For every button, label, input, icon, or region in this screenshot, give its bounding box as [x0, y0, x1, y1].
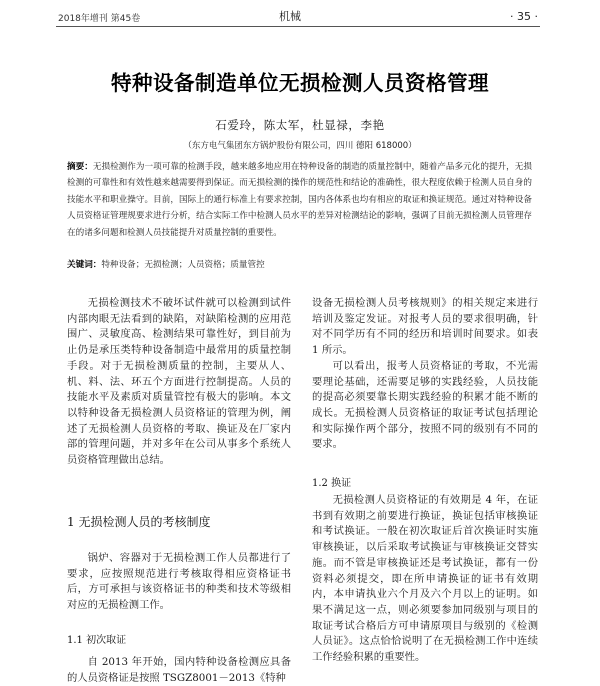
page-number: · 35 ·	[510, 10, 538, 23]
keywords-text: 特种设备；无损检测；人员资格；质量管控	[101, 260, 265, 270]
section-1-2-body	[312, 493, 538, 666]
section-1-paragraph: 锅炉、容器对于无损检测工作人员都进行了要求，应按照规范进行考核取得相应资格证书后，方可承担与该资格证书的种类和技术等级相对应的无损检测工作。	[67, 552, 291, 612]
paper-title: 特种设备制造单位无损检测人员资格管理	[111, 71, 489, 95]
abstract-text: 无损检测作为一项可靠的检测手段，越来越多地应用在特种设备的制造的质量控制中，随着产品多元化的提升，无损检测的可靠性和有效性越来越需要得到保证。而无损检测的操作的规范性和结论的准确性，很大程度依赖于检测人员自身的技能水平和职业操守。目前，国际上的通行标准上有要求控制，国内各体系也均有相应的取证和换证规范。通过对特种设备人员资格证管理规要求进行分析，结合实际工作中检测人员水平的差异对检测结论的影响，强调了目前无损检测人员管理存在的诸多问题和检测人员技能提升对质量控制的重要性。	[67, 162, 532, 238]
section-1-1-paragraph: 自 2013 年开始，国内特种设备检测应具备的人员资格证是按照 TSGZ8001－2013《特种	[67, 656, 291, 684]
journal-name: 机械	[279, 10, 301, 23]
journal-issue: 2018年增刊 第45卷	[58, 14, 141, 24]
authors: 石爱玲，陈太军，杜显禄，李艳	[215, 118, 385, 132]
right-paragraph-2: 可以看出，报考人员资格证的考取，不光需要理论基础，还需要足够的实践经验，人员技能的提高必须要靠长期实践经验的积累才能不断的成长。无损检测人员资格证的取证考试包括理论和实际操作两个部分，按照不同的级别有不同的要求。	[312, 359, 538, 451]
section-1-1-heading: 1.1 初次取证	[67, 635, 127, 646]
intro-column	[67, 296, 291, 469]
abstract	[67, 159, 532, 241]
section-1-body	[67, 551, 291, 614]
intro-paragraph: 无损检测技术不破坏试件就可以检测到试件内部肉眼无法看到的缺陷，对缺陷检测的应用范围广、灵敏度高、检测结果可靠性好，到目前为止仍是承压类特种设备制造中最常用的质量控制手段。对于无损检测质量的控制，主要从人、机、料、法、环五个方面进行控制提高。人员的技能水平及素质对质量管控有极大的影响。本文以特种设备无损检测人员资格证的管理为例，阐述了无损检测人员资格的考取、换证及在厂家内部的管理问题，并对多年在公司从事多个系统人员资格管理做出总结。	[67, 297, 291, 467]
section-1-2-paragraph: 无损检测人员资格证的有效期是 4 年，在证书到有效期之前要进行换证，换证包括审核换证和考试换证。一般在初次取证后首次换证时实施审核换证，以后采取考试换证与审核换证交替实施。而不管是审核换证还是考试换证，都有一份资料必须提交，即在所申请换证的证书有效期内，本申请执业六个月及六个月以上的证明。如果不满足这一点，则必须要参加同级别与项目的取证考试合格后方可申请原项目与级别的《检测人员证》。这点恰恰说明了在无损检测工作中连续工作经验积累的重要性。	[312, 494, 538, 664]
keywords-label: 关键词：	[67, 260, 102, 270]
header-rule	[56, 26, 540, 27]
right-column	[312, 296, 538, 453]
section-1-heading: 1 无损检测人员的考核制度	[67, 515, 211, 529]
section-1-2-heading: 1.2 换证	[312, 478, 352, 489]
right-paragraph-1: 设备无损检测人员考核规则》的相关规定来进行培训及鉴定发证。对报考人员的要求很明确，针对不同学历有不同的经历和培训时间要求。如表 1 所示。	[312, 297, 538, 357]
abstract-label: 摘要：	[67, 162, 93, 172]
affiliation: （东方电气集团东方锅炉股份有限公司，四川 德阳 618000）	[183, 141, 417, 151]
keywords	[67, 258, 532, 270]
section-1-1-body	[67, 655, 291, 686]
